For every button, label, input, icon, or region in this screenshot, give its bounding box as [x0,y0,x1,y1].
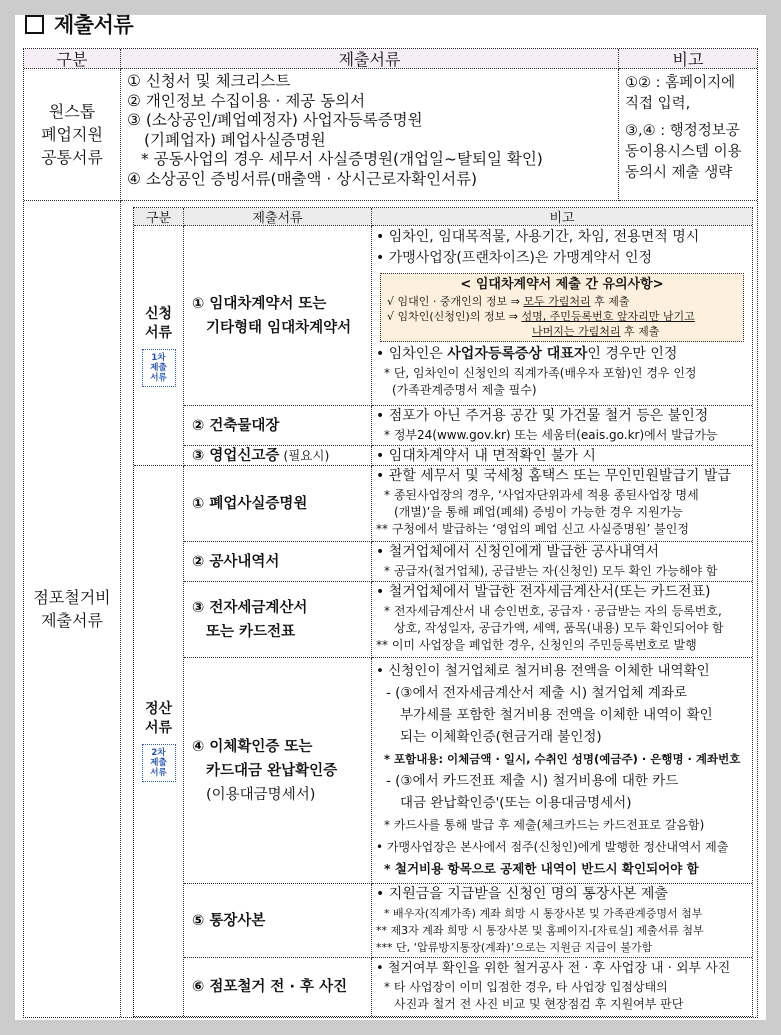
first-submission-badge: 1차 제출 서류 [142,349,176,387]
doc-title: ③ 영업신고증 [192,447,280,464]
doc-title: ① 폐업사실증명원 [192,495,308,512]
doc-title: ① 임대차계약서 또는 [192,295,327,312]
header-documents: 제출서류 [121,49,619,69]
bullet-text: • 가맹사업장(프랜차이즈)은 가맹계약서 인정 [372,248,752,269]
doc-title: ③ 전자세금계산서 [192,599,308,616]
doc-title: 기타형태 임대차계약서 [206,319,352,336]
caution-line: 나머지는 가림처리 후 제출 [532,325,660,338]
note-text: (가족관계증명서 제출 필수) [392,383,537,397]
demolition-inner-container [121,201,757,1017]
demolition-category [24,201,121,1017]
remarks-bankbook-copy [372,884,752,958]
remark-text: ③,④ : 행정정보공동이용시스템 이용 동의시 제출 생략 [625,123,742,181]
note-text: *** 단, ‘압류방지통장(계좌)’으로는 지원금 지급이 불가함 [376,941,653,954]
doc-construction-statement [184,542,372,582]
list-item: ② 개인정보 수집이용 · 제공 동의서 [127,91,366,110]
inner-header-category: 구분 [134,208,184,226]
note-text: * 포함내용: 이체금액 · 일시, 수취인 성명(예금주) · 은행명 · 계좌번호 [384,752,741,766]
bullet-text: • 임차인은 사업자등록증상 대표자인 경우만 인정 [372,344,752,365]
doc-suffix: (필요시) [279,447,330,463]
note-text: 상호, 작성일자, 공급가액, 세액, 품목(내용) 모두 확인되어야 함 [394,621,724,635]
bullet-text: • 관할 세무서 및 국세청 홈택스 또는 무인민원발급기 발급 [372,466,752,487]
note-text: * 배우자(직계가족) 계좌 희망 시 통장사본 및 가족관계증명서 첨부 [384,907,703,920]
remarks-tax-invoice [372,582,752,658]
doc-title: ② 건축물대장 [192,417,280,434]
note-text: 사진과 철거 전 사진 비교 및 현장점검 후 지원여부 판단 [394,997,684,1011]
note-text: (개별)’을 통해 폐업(폐쇄) 증빙이 가능한 경우 지원가능 [394,505,683,519]
bullet-text: • 임차인, 임대목적물, 사용기간, 차임, 전용면적 명시 [372,226,752,248]
note-text: * 단, 임차인이 신청인의 직계가족(배우자 포함)인 경우 인정 [384,366,697,380]
note-text: ** 제3자 계좌 희망 시 통장사본 및 홈페이지-[자료실] 제출서류 첨부 [376,924,704,937]
group-label: 정산 [144,701,173,717]
sub-text: 대금 완납확인증'(또는 이용대금명세서) [400,795,632,811]
remark-text: ①② : 홈페이지에 직접 입력, [625,75,736,112]
doc-transfer-confirmation [184,658,372,884]
note-text: * 타 사업장이 이미 입점한 경우, 타 사업장 입점상태의 [384,980,668,994]
list-item: (기폐업자) 폐업사실증명원 [144,130,326,149]
common-documents-list [121,69,619,201]
section-title [25,9,133,39]
remarks-closure-certificate [372,466,752,542]
bullet-text: • 임대차계약서 내 면적확인 불가 시 [372,446,752,467]
remarks-transfer-confirmation [372,658,752,884]
doc-closure-certificate [184,466,372,542]
bullet-text: • 철거업체에서 발급한 전자세금계산서(또는 카드전표) [372,582,752,603]
document-page [15,15,766,1020]
demolition-category-line: 점포철거비 [33,588,111,607]
list-item: ④ 소상공인 증빙서류(매출액 · 상시근로자확인서류) [127,169,478,188]
note-text: * 정부24(www.gov.kr) 또는 세움터(eais.go.kr)에서 발급가능 [384,428,718,442]
bullet-text: • 신청인이 철거업체로 철거비용 전액을 이체한 내역확인 [376,660,748,682]
header-remarks: 비고 [619,49,757,69]
list-item: ① 신청서 및 체크리스트 [127,72,291,90]
group-settlement-docs [134,466,184,1016]
square-bullet-icon [25,15,44,34]
remarks-store-photos [372,958,752,1016]
group-application-docs [134,226,184,466]
caution-line: √ 임대인 · 중개인의 정보 ⇒ 모두 가림처리 후 제출 [387,295,630,308]
documents-table [23,48,758,1018]
list-item: ③ (소상공인/폐업예정자) 사업자등록증명원 [127,111,423,129]
sub-text: - (③에서 카드전표 제출 시) 철거비용에 대한 카드 [386,773,679,789]
doc-title: 카드대금 완납확인증 [206,762,338,779]
demolition-inner-table [133,207,753,1017]
sub-text: - (③에서 전자세금계산서 제출 시) 철거업체 계좌로 [386,685,688,701]
common-category-line: 폐업지원 [41,125,103,144]
group-label: 신청 [144,305,173,322]
bullet-text: • 가맹사업장은 본사에서 점주(신청인)에게 발행한 정산내역서 제출 [376,836,748,858]
common-category-line: 공통서류 [41,148,103,167]
note-text: * 카드사를 통해 발급 후 제출(체크카드는 카드전표로 갈음함) [384,818,705,832]
group-label: 서류 [144,720,173,736]
sub-text: 부가세를 포함한 철거비용 전액을 이체한 내역이 확인 [400,707,713,723]
doc-bankbook-copy [184,884,372,958]
doc-lease-contract [184,226,372,406]
note-text: * 공급자(철거업체), 공급받는 자(신청인) 모두 확인 가능해야 함 [384,564,718,578]
section-title-text: 제출서류 [54,13,134,37]
bullet-text: • 지원금을 지급받을 신청인 명의 통장사본 제출 [372,884,752,905]
note-text: ** 이미 사업장을 폐업한 경우, 신청인의 주민등록번호로 발행 [376,638,697,652]
doc-title: ⑤ 통장사본 [192,912,266,929]
note-text: * 철거비용 항목으로 공제한 내역이 반드시 확인되어야 함 [384,861,699,876]
bullet-text: • 철거업체에서 신청인에게 발급한 공사내역서 [372,542,752,563]
note-text: * 종된사업장의 경우, ‘사업자단위과세 적용 종된사업장 명세 [384,488,699,502]
sub-text: 되는 이체확인증(현금거래 불인정) [400,729,602,745]
demolition-category-line: 제출서류 [41,611,103,630]
list-item-note: * 공동사업의 경우 세무서 사실증명원(개업일~탈퇴일 확인) [141,150,543,168]
doc-building-register [184,406,372,446]
doc-title: ⑥ 점포철거 전 · 후 사진 [192,979,348,995]
common-remarks [619,69,757,201]
common-category-line: 원스톱 [48,102,96,121]
note-text: * 전자세금계산서 내 승인번호, 공급자 · 공급받는 자의 등록번호, [384,604,722,618]
group-label: 서류 [144,324,173,341]
doc-subtitle: (이용대금명세서) [206,786,316,803]
bullet-text: • 점포가 아닌 주거용 공간 및 가건물 철거 등은 불인정 [372,406,752,427]
second-submission-badge: 2차 제출 서류 [142,744,176,782]
caution-line: √ 임차인(신청인)의 정보 ⇒ 성명, 주민등록번호 앞자리만 남기고 [387,310,695,323]
inner-header-remarks: 비고 [372,208,752,226]
doc-title: 또는 카드전표 [206,623,296,640]
common-category [24,69,121,201]
remarks-lease-contract [372,226,752,406]
remarks-building-register [372,406,752,446]
doc-title: ② 공사내역서 [192,553,280,570]
note-text: ** 구청에서 발급하는 ‘영업의 폐업 신고 사실증명원’ 불인정 [376,522,689,536]
doc-tax-invoice [184,582,372,658]
inner-header-documents: 제출서류 [184,208,372,226]
doc-title: ④ 이체확인증 또는 [192,738,313,755]
remarks-business-report [372,446,752,466]
caution-title: < 임대차계약서 제출 간 유의사항> [460,277,664,292]
header-category: 구분 [24,49,121,69]
doc-store-photos [184,958,372,1016]
lease-caution-box [380,273,744,342]
bullet-text: • 철거여부 확인을 위한 철거공사 전 · 후 사업장 내 · 외부 사진 [372,958,752,979]
doc-business-report [184,446,372,466]
remarks-construction-statement [372,542,752,582]
